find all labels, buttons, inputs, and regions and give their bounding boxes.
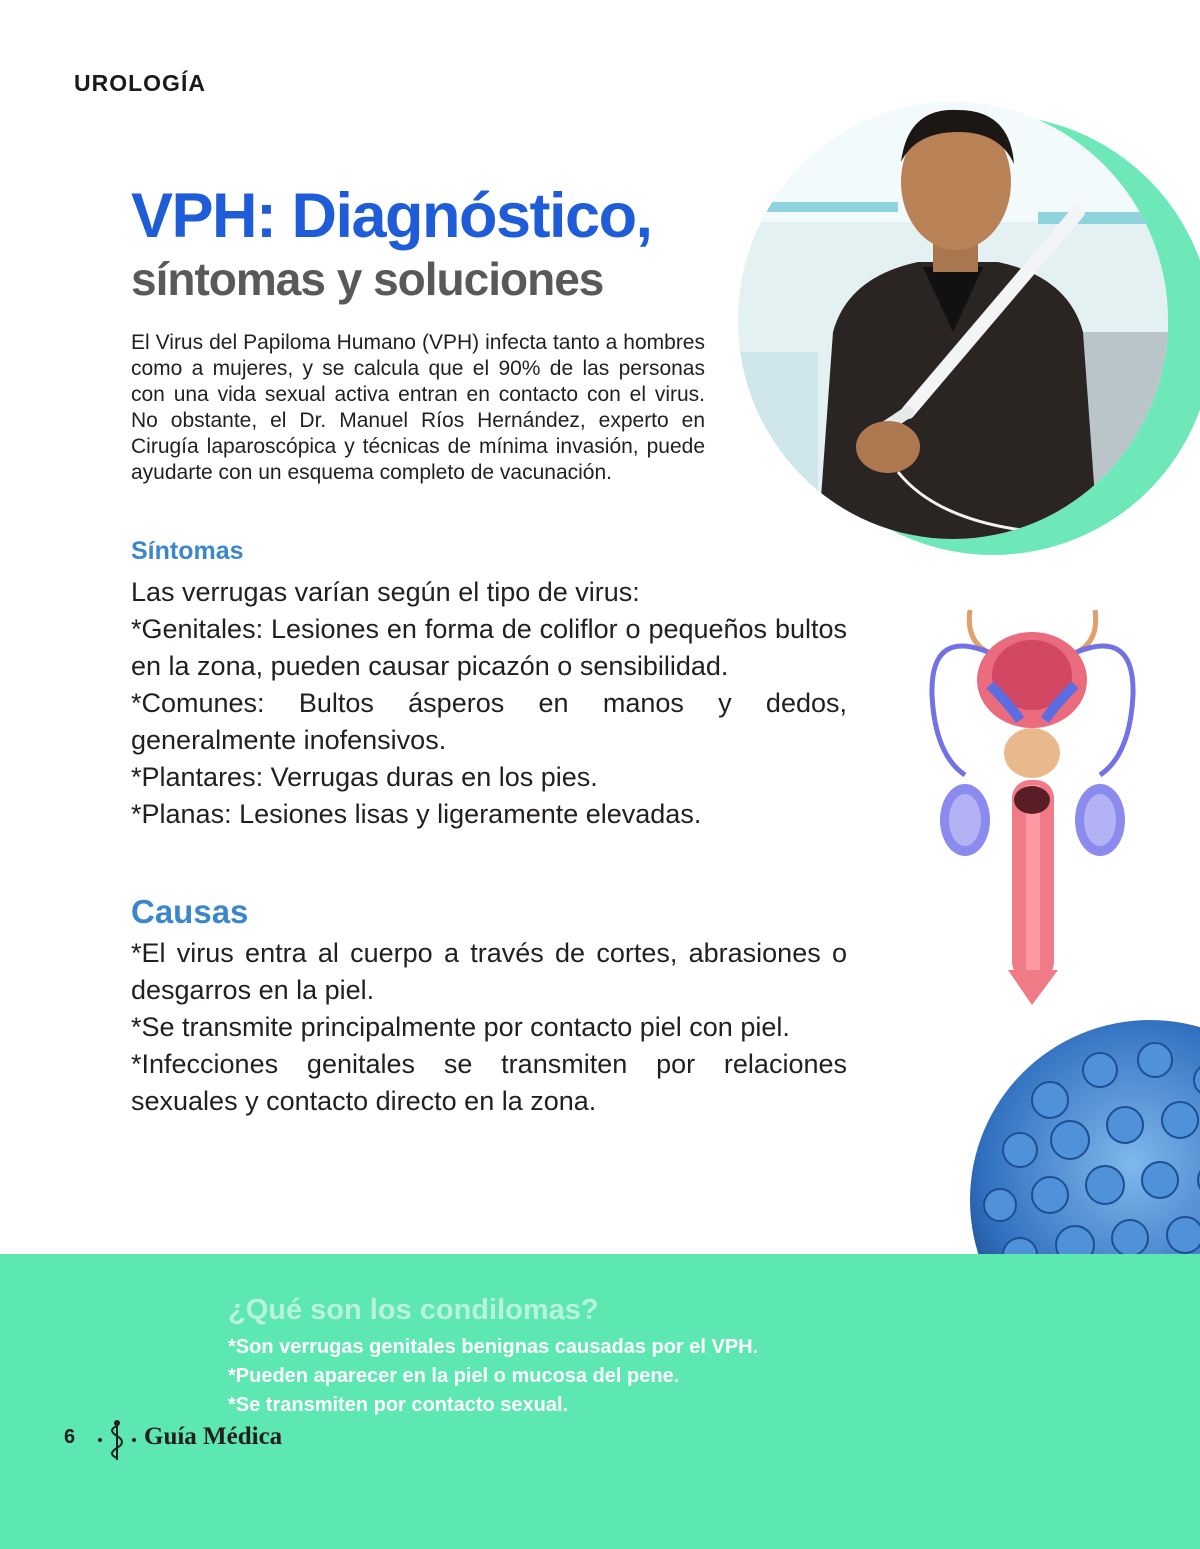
brand-name: Guía Médica: [144, 1423, 283, 1450]
symptoms-line: *Comunes: Bultos ásperos en manos y dedos, generalmente inofensivos.: [131, 688, 847, 755]
causes-heading: Causas: [131, 893, 249, 930]
symptoms-line: *Plantares: Verrugas duras en los pies.: [131, 762, 598, 792]
condilomas-item: *Pueden aparecer en la piel o mucosa del pene.: [228, 1365, 680, 1387]
page-number: 6: [64, 1426, 76, 1448]
symptoms-list: [131, 574, 847, 833]
condilomas-item: *Se transmiten por contacto sexual.: [228, 1394, 569, 1416]
page-title: VPH: Diagnóstico,: [131, 181, 652, 251]
condilomas-band: [0, 1254, 1200, 1549]
symptoms-heading: Síntomas: [131, 537, 244, 565]
section-tag: UROLOGÍA: [74, 70, 206, 96]
causes-line: *Se transmite principalmente por contacto piel con piel.: [131, 1012, 790, 1042]
page-subtitle: síntomas y soluciones: [131, 253, 604, 305]
causes-line: *El virus entra al cuerpo a través de cortes, abrasiones o desgarros en la piel.: [131, 938, 847, 1005]
intro-paragraph: El Virus del Papiloma Humano (VPH) infecta tanto a hombres como a mujeres, y se calcula que el 90% de las personas con una vida sexual activa entran en contacto con el virus. No obstante, el Dr. Manuel Ríos Hernández, experto en Cirugía laparoscópica y técnicas de mínima invasión, puede ayudarte con un esquema completo de vacunación.: [131, 331, 705, 484]
symptoms-line: *Planas: Lesiones lisas y ligeramente elevadas.: [131, 799, 702, 829]
condilomas-item: *Son verrugas genitales benignas causadas por el VPH.: [228, 1336, 759, 1358]
condilomas-title: ¿Qué son los condilomas?: [228, 1294, 599, 1326]
doctor-photo: [738, 102, 1168, 539]
symptoms-line: Las verrugas varían según el tipo de virus:: [131, 577, 640, 607]
anatomy-illustration: [920, 605, 1145, 1015]
caduceus-icon: [92, 1418, 142, 1462]
causes-line: *Infecciones genitales se transmiten por relaciones sexuales y contacto directo en la zona.: [131, 1049, 847, 1116]
causes-list: [131, 935, 847, 1120]
symptoms-line: *Genitales: Lesiones en forma de coliflor o pequeños bultos en la zona, pueden causar picazón o sensibilidad.: [131, 614, 847, 681]
